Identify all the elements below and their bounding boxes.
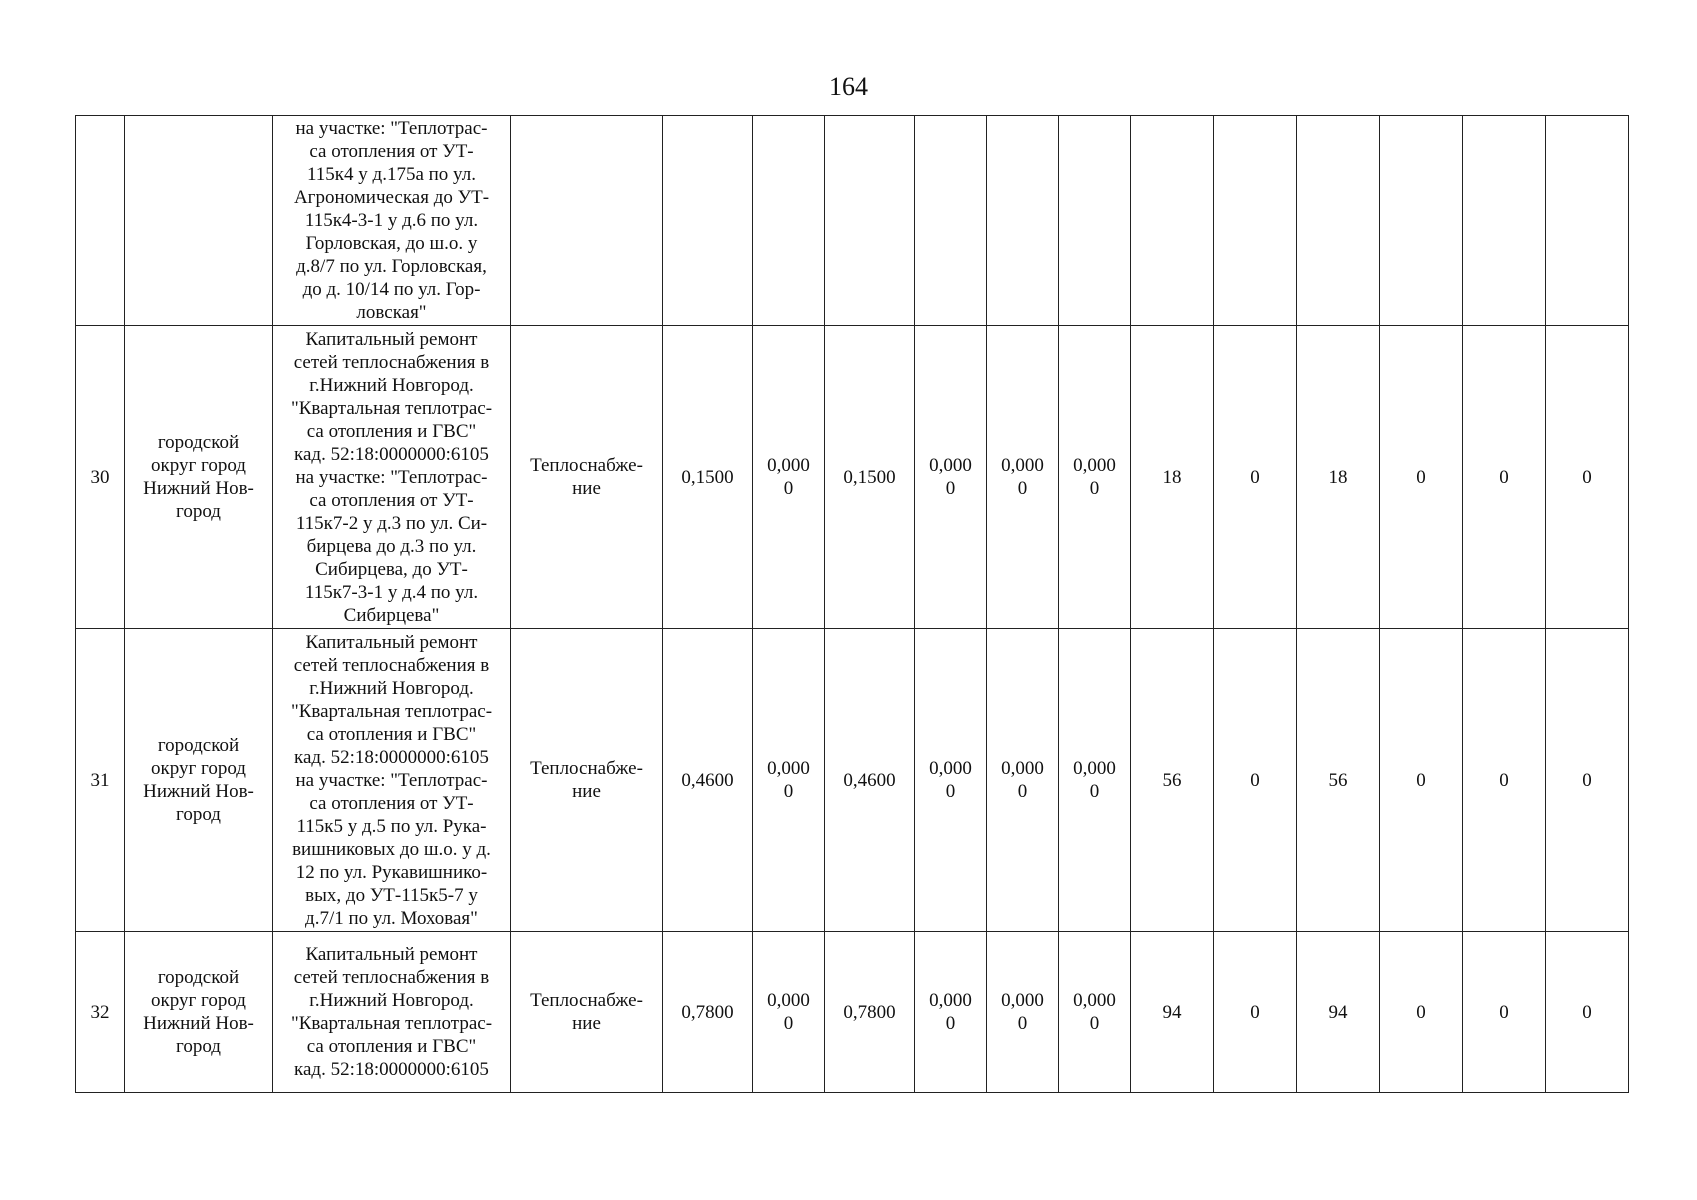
value-cell: 0 xyxy=(1463,629,1546,932)
table-row xyxy=(76,116,1629,326)
value-cell: 0 xyxy=(1546,629,1629,932)
description-cell: Капитальный ремонт сетей теплоснабжения в г.Нижний Новгород. "Квартальная теплотрас- са отопления и ГВС" кад. 52:18:0000000:6105 xyxy=(273,932,511,1093)
value-cell: 0,000 0 xyxy=(987,629,1059,932)
value-cell xyxy=(1059,116,1131,326)
table-row xyxy=(76,326,1629,629)
value-cell: 94 xyxy=(1297,932,1380,1093)
value-cell xyxy=(1131,116,1214,326)
value-cell xyxy=(1463,116,1546,326)
row-number-cell: 31 xyxy=(76,629,125,932)
municipality-cell: городской округ город Нижний Нов- город xyxy=(125,326,273,629)
row-number-cell: 32 xyxy=(76,932,125,1093)
description-cell: Капитальный ремонт сетей теплоснабжения в г.Нижний Новгород. "Квартальная теплотрас- са отопления и ГВС" кад. 52:18:0000000:6105 на участке: "Теплотрас- са отопления от УТ- 115к5 у д.5 по ул. Рука- вишниковых до ш.о. у д. 12 по ул. Рукавишнико- вых, до УТ-115к5-7 у д.7/1 по ул. Моховая" xyxy=(273,629,511,932)
value-cell: 0 xyxy=(1214,932,1297,1093)
municipality-cell: городской округ город Нижний Нов- город xyxy=(125,932,273,1093)
value-cell: 0 xyxy=(1380,629,1463,932)
value-cell xyxy=(987,116,1059,326)
sector-cell xyxy=(511,116,663,326)
value-cell xyxy=(663,116,753,326)
value-cell: 0 xyxy=(1214,629,1297,932)
value-cell xyxy=(825,116,915,326)
value-cell xyxy=(1297,116,1380,326)
sector-cell: Теплоснабже- ние xyxy=(511,629,663,932)
value-cell: 0 xyxy=(1463,932,1546,1093)
value-cell: 94 xyxy=(1131,932,1214,1093)
row-number-cell xyxy=(76,116,125,326)
municipality-cell xyxy=(125,116,273,326)
value-cell: 0,4600 xyxy=(825,629,915,932)
sector-cell: Теплоснабже- ние xyxy=(511,326,663,629)
page-number: 164 xyxy=(829,72,868,101)
value-cell: 0,7800 xyxy=(825,932,915,1093)
value-cell: 0,4600 xyxy=(663,629,753,932)
value-cell: 0 xyxy=(1380,326,1463,629)
description-cell: на участке: "Теплотрас- са отопления от УТ- 115к4 у д.175а по ул. Агрономическая до УТ- 115к4-3-1 у д.6 по ул. Горловская, до ш.о. у д.8/7 по ул. Горловская, до д. 10/14 по ул. Гор- ловская" xyxy=(273,116,511,326)
value-cell: 0,1500 xyxy=(663,326,753,629)
value-cell: 0,000 0 xyxy=(915,326,987,629)
value-cell: 18 xyxy=(1297,326,1380,629)
description-cell: Капитальный ремонт сетей теплоснабжения в г.Нижний Новгород. "Квартальная теплотрас- са отопления и ГВС" кад. 52:18:0000000:6105 на участке: "Теплотрас- са отопления от УТ- 115к7-2 у д.3 по ул. Си- бирцева до д.3 по ул. Сибирцева, до УТ- 115к7-3-1 у д.4 по ул. Сибирцева" xyxy=(273,326,511,629)
value-cell: 0 xyxy=(1380,932,1463,1093)
value-cell: 0 xyxy=(1214,326,1297,629)
value-cell xyxy=(753,116,825,326)
value-cell: 0,000 0 xyxy=(1059,629,1131,932)
value-cell xyxy=(915,116,987,326)
value-cell: 0,000 0 xyxy=(1059,326,1131,629)
value-cell: 0,000 0 xyxy=(753,326,825,629)
table-row xyxy=(76,932,1629,1093)
value-cell: 0,000 0 xyxy=(915,932,987,1093)
data-table xyxy=(75,115,1629,1093)
value-cell xyxy=(1214,116,1297,326)
value-cell: 0,000 0 xyxy=(753,629,825,932)
value-cell: 0 xyxy=(1546,932,1629,1093)
value-cell: 0 xyxy=(1546,326,1629,629)
value-cell: 0,000 0 xyxy=(753,932,825,1093)
value-cell: 0 xyxy=(1463,326,1546,629)
sector-cell: Теплоснабже- ние xyxy=(511,932,663,1093)
value-cell: 0,000 0 xyxy=(987,326,1059,629)
value-cell xyxy=(1380,116,1463,326)
municipality-cell: городской округ город Нижний Нов- город xyxy=(125,629,273,932)
value-cell xyxy=(1546,116,1629,326)
value-cell: 18 xyxy=(1131,326,1214,629)
value-cell: 56 xyxy=(1297,629,1380,932)
value-cell: 0,000 0 xyxy=(915,629,987,932)
value-cell: 0,1500 xyxy=(825,326,915,629)
table-row xyxy=(76,629,1629,932)
value-cell: 0,7800 xyxy=(663,932,753,1093)
value-cell: 0,000 0 xyxy=(1059,932,1131,1093)
row-number-cell: 30 xyxy=(76,326,125,629)
value-cell: 0,000 0 xyxy=(987,932,1059,1093)
value-cell: 56 xyxy=(1131,629,1214,932)
